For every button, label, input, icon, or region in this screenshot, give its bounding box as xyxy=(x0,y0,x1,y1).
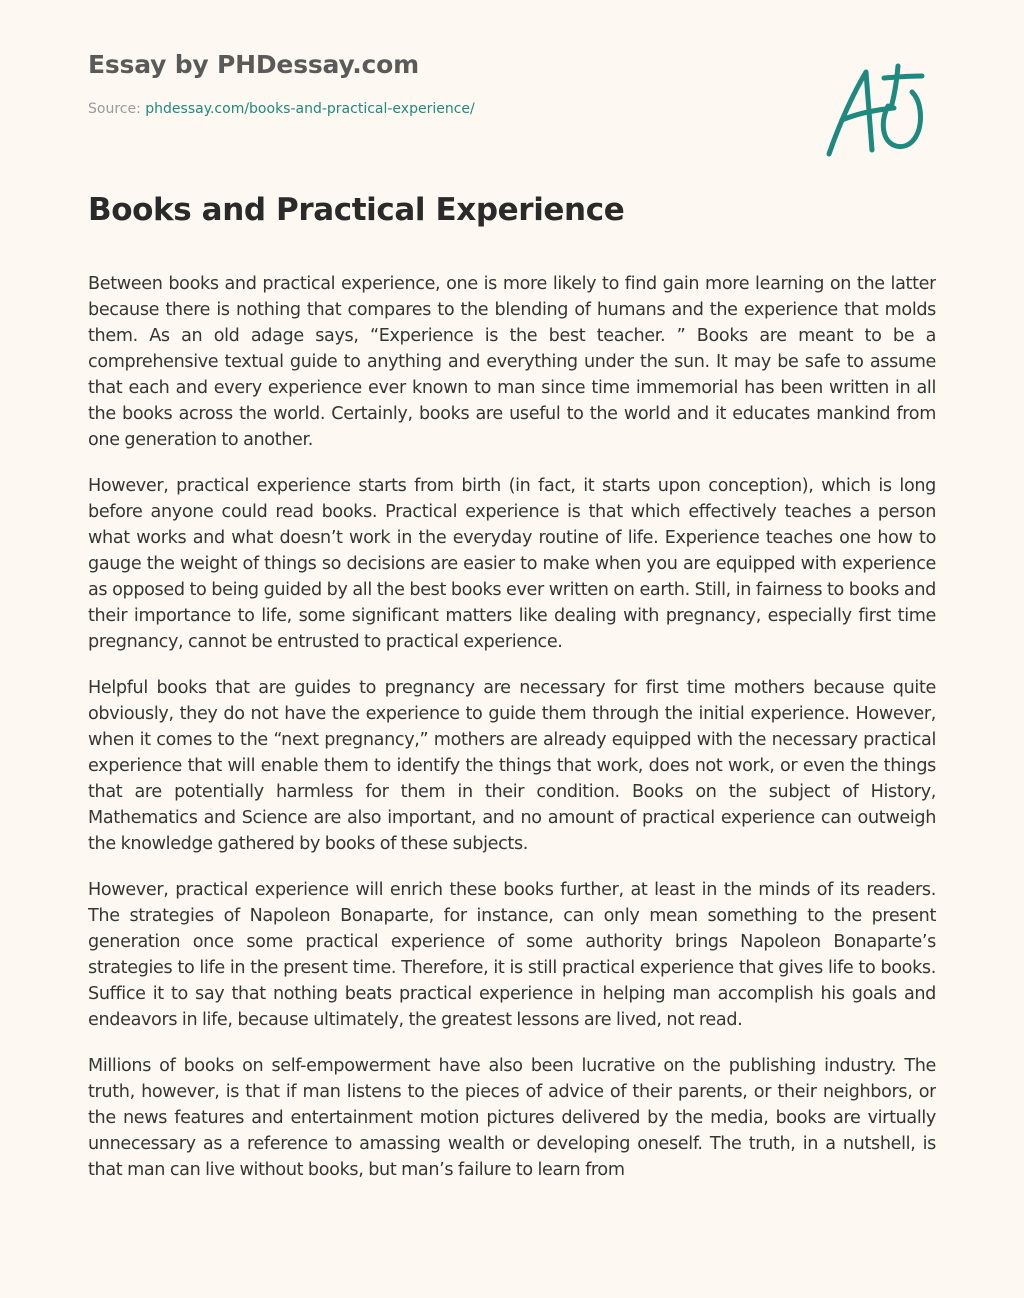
site-title: Essay by PHDessay.com xyxy=(88,50,419,79)
essay-paragraph: However, practical experience will enrich these books further, at least in the minds of its readers. The strategies of Napoleon Bonaparte, for instance, can only mean something to the present generation once some practical experience of some authority brings Napoleon Bonaparte’s strategies to life in the present time. Therefore, it is still practical experience that gives life to books. Suffice it to say that nothing beats practical experience in helping man accomplish his goals and endeavors in life, because ultimately, the greatest lessons are lived, not read. xyxy=(88,880,936,1030)
essay-paragraph: Helpful books that are guides to pregnancy are necessary for first time mothers because quite obviously, they do not have the experience to guide them through the initial experience. However, when it comes to the “next pregnancy,” mothers are already equipped with the necessary practical experience that will enable them to identify the things that work, does not work, or even the things that are potentially harmless for them in their condition. Books on the subject of History, Mathematics and Science are also important, and no amount of practical experience can outweigh the knowledge gathered by books of these subjects. xyxy=(88,678,936,854)
essay-body xyxy=(88,271,936,1249)
essay-paragraph: Between books and practical experience, one is more likely to find gain more learning on the latter because there is nothing that compares to the blending of humans and the experience that molds them. As an old adage says, “Experience is the best teacher. ” Books are meant to be a comprehensive textual guide to anything and everything under the sun. It may be safe to assume that each and every experience ever known to man since time immemorial has been written in all the books across the world. Certainly, books are useful to the world and it educates mankind from one generation to another. xyxy=(88,274,936,450)
essay-paragraph: Millions of books on self-empowerment have also been lucrative on the publishing industry. The truth, however, is that if man listens to the pieces of advice of their parents, or their neighbors, or the news features and entertainment motion pictures delivered by the media, books are virtually unnecessary as a reference to amassing wealth or developing oneself. The truth, in a nutshell, is that man can live without books, but man’s failure to learn from xyxy=(88,1056,936,1180)
essay-paragraph: However, practical experience starts from birth (in fact, it starts upon conception), which is long before anyone could read books. Practical experience is that which effectively teaches a person what works and what doesn’t work in the everyday routine of life. Experience teaches one how to gauge the weight of things so decisions are easier to make when you are equipped with experience as opposed to being guided by all the best books ever written on earth. Still, in fairness to books and their importance to life, some significant matters like dealing with pregnancy, especially first time pregnancy, cannot be entrusted to practical experience. xyxy=(88,476,936,652)
source-line xyxy=(88,101,475,117)
source-link[interactable]: phdessay.com/books-and-practical-experience/ xyxy=(145,101,475,117)
document-title: Books and Practical Experience xyxy=(88,192,625,228)
a-plus-icon xyxy=(822,62,930,160)
source-label: Source: xyxy=(88,101,146,117)
